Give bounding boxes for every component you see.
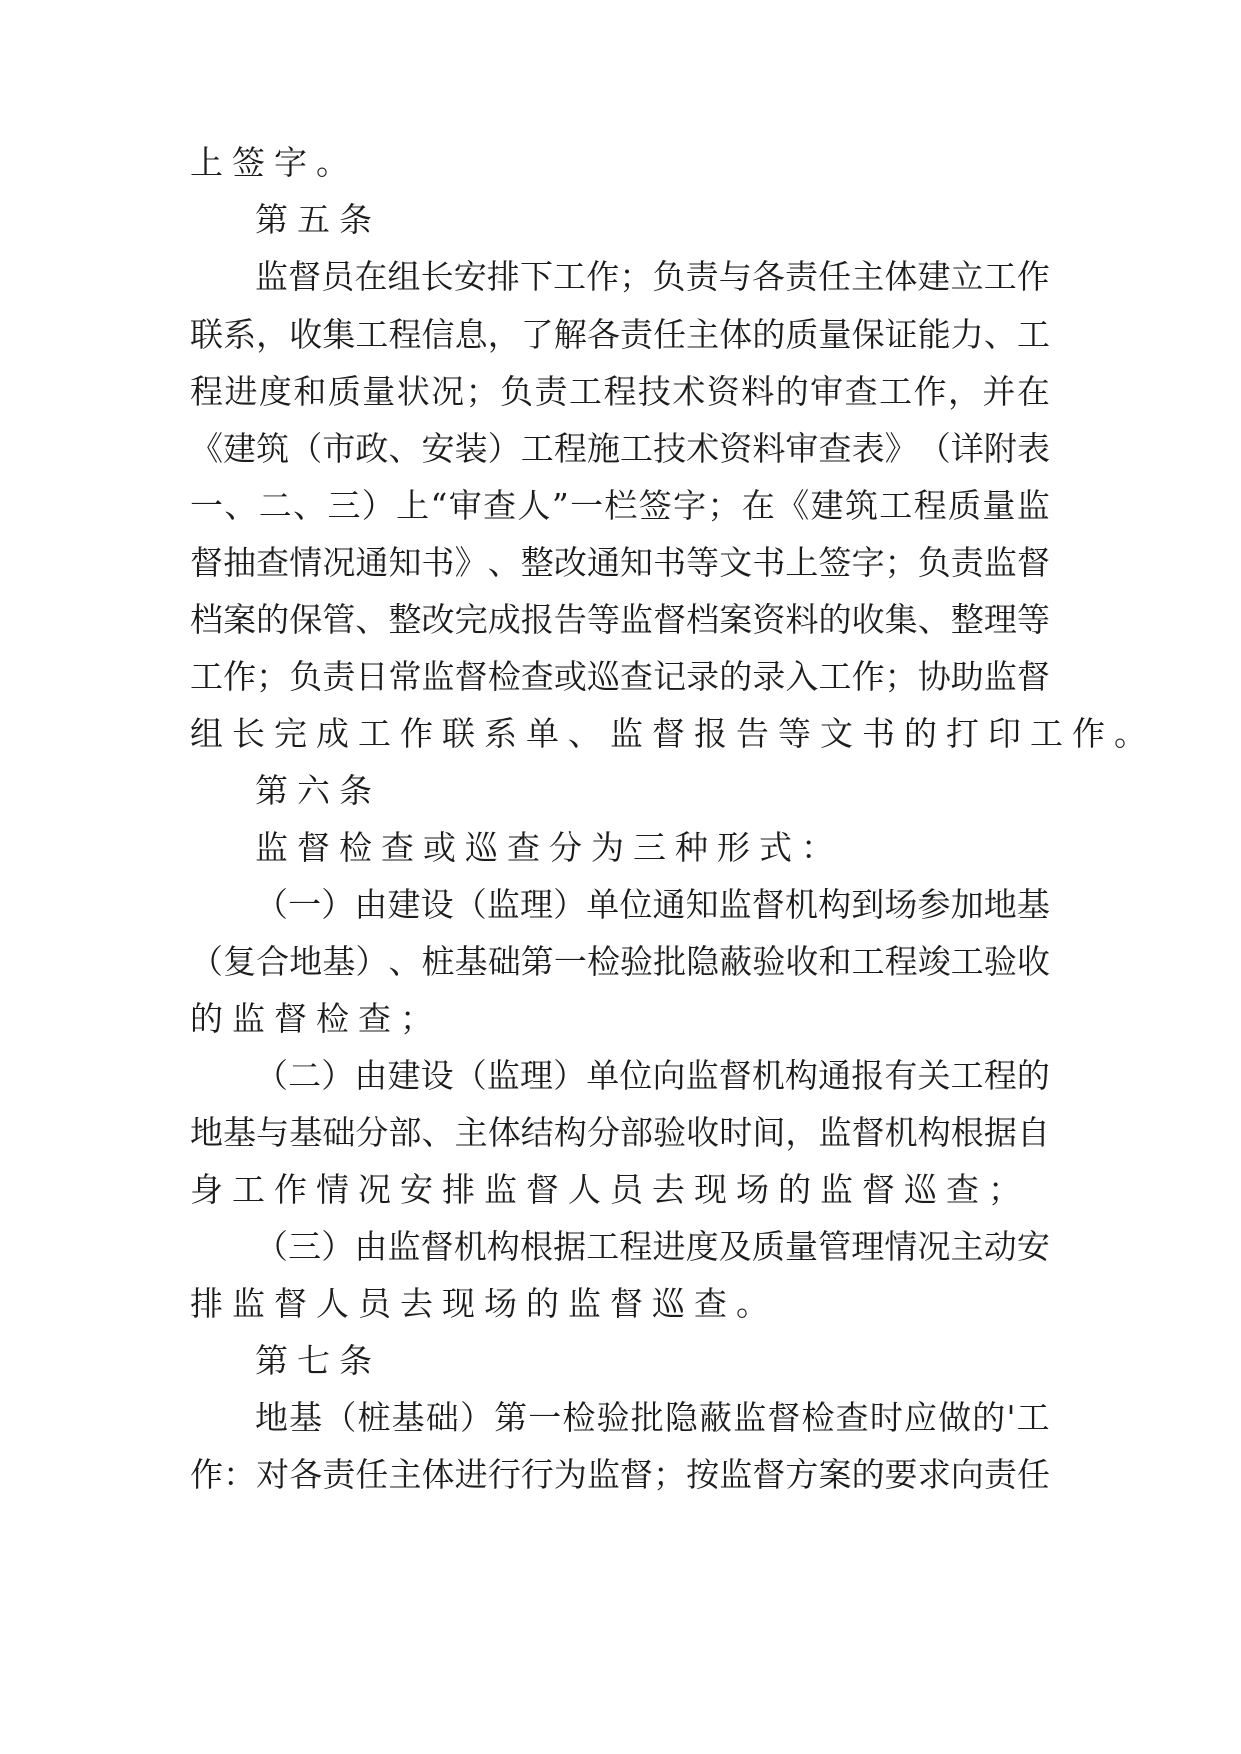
text-line: 监督检查或巡查分为三种形式： [255, 828, 843, 867]
text-line: 档 案 的 保 管 、 整 改 完 成 报 告 等 监 督 档 案 资 料 的 收 集 、 整 理 等 [190, 600, 1050, 639]
text-line: （ 二 ） 由 建 设 （ 监 理 ） 单 位 向 监 督 机 构 通 报 有 关 工 程 的 [255, 1056, 1050, 1095]
text-line: 的监督检查； [190, 999, 442, 1038]
text-line: 一 、 二 、 三 ） 上 “ 审 查 人 ” 一 栏 签 字 ； 在 《 建 筑 工 程 质 量 监 [190, 486, 1050, 525]
article-heading: 第五条 [255, 200, 381, 239]
article-heading: 第六条 [255, 771, 381, 810]
text-line: （ 复 合 地 基 ） 、 桩 基 础 第 一 检 验 批 隐 蔽 验 收 和 工 程 竣 工 验 收 [190, 942, 1050, 981]
text-line: 地 基 与 基 础 分 部 、 主 体 结 构 分 部 验 收 时 间 ， 监 督 机 构 根 据 自 [190, 1113, 1050, 1152]
text-line: 工 作 ； 负 责 日 常 监 督 检 查 或 巡 查 记 录 的 录 入 工 作 ； 协 助 监 督 [190, 657, 1050, 696]
text-line: 督 抽 查 情 况 通 知 书 》 、 整 改 通 知 书 等 文 书 上 签 字 ； 负 责 监 督 [190, 543, 1050, 582]
text-line: （ 三 ） 由 监 督 机 构 根 据 工 程 进 度 及 质 量 管 理 情 况 主 动 安 [255, 1227, 1050, 1266]
text-line: （ 一 ） 由 建 设 （ 监 理 ） 单 位 通 知 监 督 机 构 到 场 参 加 地 基 [255, 885, 1050, 924]
text-line: 排监督人员去现场的监督巡查。 [190, 1284, 778, 1323]
text-line: 组长完成工作联系单、监督报告等文书的打印工作。 [190, 714, 1156, 753]
text-line: 联 系 ， 收 集 工 程 信 息 ， 了 解 各 责 任 主 体 的 质 量 保 证 能 力 、 工 [190, 315, 1050, 354]
text-line: 上签字。 [190, 143, 358, 182]
article-heading: 第七条 [255, 1341, 381, 1380]
text-line: 《 建 筑 （ 市 政 、 安 装 ） 工 程 施 工 技 术 资 料 审 查 表 》 （ 详 附 表 [190, 429, 1050, 468]
text-line: 地 基 （ 桩 基 础 ） 第 一 检 验 批 隐 蔽 监 督 检 查 时 应 做 的 ' 工 [255, 1398, 1050, 1437]
text-line: 程 进 度 和 质 量 状 况 ； 负 责 工 程 技 术 资 料 的 审 查 工 作 ， 并 在 [190, 372, 1050, 411]
text-line: 监 督 员 在 组 长 安 排 下 工 作 ； 负 责 与 各 责 任 主 体 建 立 工 作 [255, 257, 1050, 296]
text-line: 作 ： 对 各 责 任 主 体 进 行 行 为 监 督 ； 按 监 督 方 案 的 要 求 向 责 任 [190, 1455, 1050, 1494]
text-line: 身工作情况安排监督人员去现场的监督巡查； [190, 1170, 1030, 1209]
